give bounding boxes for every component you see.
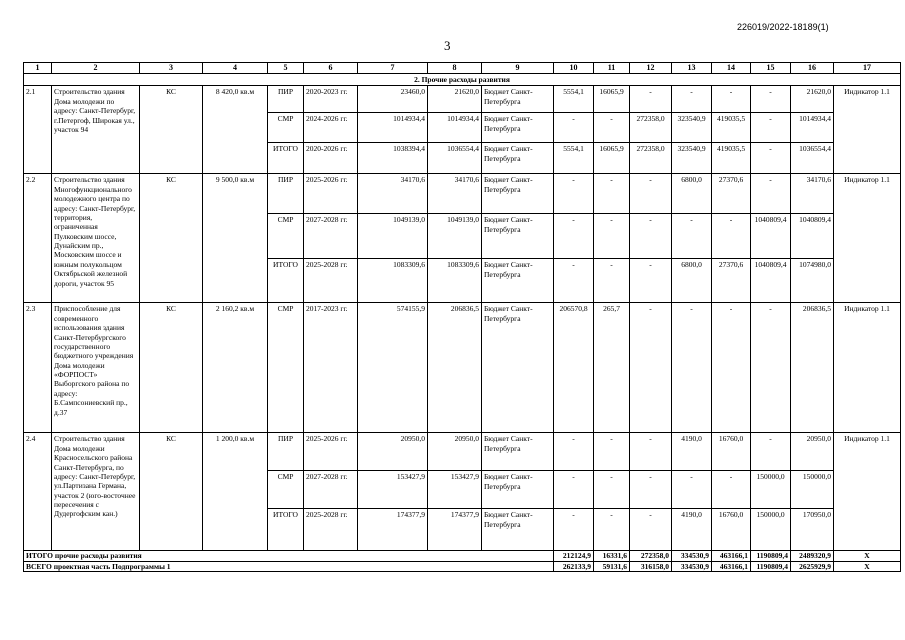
- total-cost: 1038394,4: [358, 143, 428, 174]
- year-value: 1074980,0: [791, 259, 834, 303]
- year-value: -: [672, 86, 712, 113]
- item-number: 2.3: [24, 303, 52, 433]
- total-value: 2489320,9: [791, 551, 834, 561]
- year-value: -: [630, 509, 672, 551]
- funding-source: Бюджет Санкт-Петербурга: [482, 433, 554, 471]
- funding-source: Бюджет Санкт-Петербурга: [482, 214, 554, 259]
- column-number-cell: 4: [203, 63, 268, 74]
- object-name: Строительство здания Дома молодежи по адресу: Санкт-Петербург, г.Петергоф, Широкая ул., участок 94: [52, 86, 140, 174]
- capacity: 2 160,2 кв.м: [203, 303, 268, 433]
- indicator: Индикатор 1.1: [834, 86, 901, 174]
- year-value: -: [630, 433, 672, 471]
- stage: ИТОГО: [268, 143, 304, 174]
- column-number-cell: 1: [24, 63, 52, 74]
- year-value: -: [630, 471, 672, 509]
- object-type: КС: [140, 303, 203, 433]
- program-cost: 1014934,4: [428, 113, 482, 143]
- total-label: ИТОГО прочие расходы развития: [24, 551, 554, 561]
- year-value: 4190,0: [672, 509, 712, 551]
- column-number-cell: 5: [268, 63, 304, 74]
- year-value: -: [594, 471, 630, 509]
- year-value: 16065,9: [594, 143, 630, 174]
- total-cost: 1049139,0: [358, 214, 428, 259]
- total-row: [24, 561, 901, 571]
- year-value: 1040809,4: [791, 214, 834, 259]
- total-cost: 1083309,6: [358, 259, 428, 303]
- object-name: Строительство здания Многофункционального молодежного центра по адресу: Санкт-Петербург, территория, ограниченная Пулковским шоссе, Дунайским пр., Московским шоссе и южным полукольцом Октябрьской железной дороги, участок 95: [52, 174, 140, 303]
- year-value: -: [751, 86, 791, 113]
- program-cost: 21620,0: [428, 86, 482, 113]
- year-value: 1014934,4: [791, 113, 834, 143]
- period: 2017-2023 гг.: [304, 303, 358, 433]
- year-value: 170950,0: [791, 509, 834, 551]
- item-number: 2.2: [24, 174, 52, 303]
- total-cost: 574155,9: [358, 303, 428, 433]
- item-number: 2.4: [24, 433, 52, 551]
- table-row: [24, 303, 901, 433]
- total-cost: 1014934,4: [358, 113, 428, 143]
- column-number-cell: 14: [712, 63, 751, 74]
- year-value: 16760,0: [712, 433, 751, 471]
- total-value: 212124,9: [554, 551, 594, 561]
- funding-source: Бюджет Санкт-Петербурга: [482, 259, 554, 303]
- column-number-cell: 12: [630, 63, 672, 74]
- year-value: 4190,0: [672, 433, 712, 471]
- year-value: 272358,0: [630, 143, 672, 174]
- year-value: -: [630, 214, 672, 259]
- total-value: 2625929,9: [791, 561, 834, 571]
- column-number-cell: 15: [751, 63, 791, 74]
- year-value: -: [672, 214, 712, 259]
- stage: СМР: [268, 471, 304, 509]
- stage: ПИР: [268, 86, 304, 113]
- period: 2027-2028 гг.: [304, 214, 358, 259]
- year-value: 206570,8: [554, 303, 594, 433]
- stage: СМР: [268, 303, 304, 433]
- year-value: 27370,6: [712, 259, 751, 303]
- column-number-cell: 13: [672, 63, 712, 74]
- period: 2025-2028 гг.: [304, 509, 358, 551]
- table-row: [24, 433, 901, 471]
- item-number: 2.1: [24, 86, 52, 174]
- year-value: -: [672, 471, 712, 509]
- year-value: -: [630, 259, 672, 303]
- section-title: 2. Прочие расходы развития: [24, 74, 901, 86]
- year-value: -: [751, 174, 791, 214]
- year-value: -: [630, 86, 672, 113]
- period: 2020-2026 гг.: [304, 143, 358, 174]
- year-value: -: [594, 174, 630, 214]
- funding-source: Бюджет Санкт-Петербурга: [482, 86, 554, 113]
- year-value: 16760,0: [712, 509, 751, 551]
- column-number-cell: 10: [554, 63, 594, 74]
- indicator: Индикатор 1.1: [834, 433, 901, 551]
- year-value: -: [594, 433, 630, 471]
- year-value: -: [630, 174, 672, 214]
- total-value: 1190809,4: [751, 551, 791, 561]
- total-value: 1190809,4: [751, 561, 791, 571]
- year-value: 5554,1: [554, 86, 594, 113]
- expenses-table: [23, 62, 901, 572]
- year-value: 6800,0: [672, 174, 712, 214]
- stage: ПИР: [268, 433, 304, 471]
- column-number-row: [24, 63, 901, 74]
- object-name: Строительство здания Дома молодежи Красносельского района Санкт-Петербурга, по адресу: Санкт-Петербург, ул.Партизана Германа, участок 2 (юго-восточнее пересечения с Дудергофским кан.): [52, 433, 140, 551]
- year-value: -: [751, 113, 791, 143]
- year-value: 150000,0: [751, 471, 791, 509]
- year-value: -: [554, 259, 594, 303]
- object-name: Приспособление для современного использования здания Санкт-Петербургского государственного бюджетного учреждения Дома молодежи «ФОРПОСТ» Выборгского района по адресу: Б.Сампсониевский пр., д.37: [52, 303, 140, 433]
- year-value: -: [712, 471, 751, 509]
- year-value: -: [554, 214, 594, 259]
- capacity: 1 200,0 кв.м: [203, 433, 268, 551]
- year-value: -: [554, 509, 594, 551]
- capacity: 8 420,0 кв.м: [203, 86, 268, 174]
- year-value: -: [712, 214, 751, 259]
- program-cost: 153427,9: [428, 471, 482, 509]
- year-value: 419035,5: [712, 143, 751, 174]
- period: 2027-2028 гг.: [304, 471, 358, 509]
- program-cost: 174377,9: [428, 509, 482, 551]
- year-value: 16065,9: [594, 86, 630, 113]
- column-number-cell: 16: [791, 63, 834, 74]
- period: 2025-2026 гг.: [304, 433, 358, 471]
- stage: ПИР: [268, 174, 304, 214]
- funding-source: Бюджет Санкт-Петербурга: [482, 471, 554, 509]
- total-value: 262133,9: [554, 561, 594, 571]
- year-value: -: [712, 303, 751, 433]
- year-value: -: [554, 113, 594, 143]
- total-value: 316158,0: [630, 561, 672, 571]
- column-number-cell: 17: [834, 63, 901, 74]
- funding-source: Бюджет Санкт-Петербурга: [482, 303, 554, 433]
- total-value: 16331,6: [594, 551, 630, 561]
- column-number-cell: 7: [358, 63, 428, 74]
- year-value: -: [594, 259, 630, 303]
- stage: ИТОГО: [268, 259, 304, 303]
- year-value: -: [672, 303, 712, 433]
- total-cost: 20950,0: [358, 433, 428, 471]
- object-type: КС: [140, 86, 203, 174]
- stage: СМР: [268, 113, 304, 143]
- year-value: 323540,9: [672, 143, 712, 174]
- year-value: 206836,5: [791, 303, 834, 433]
- year-value: -: [554, 471, 594, 509]
- document-number: 226019/2022-18189(1): [737, 22, 829, 32]
- year-value: -: [751, 303, 791, 433]
- period: 2020-2023 гг.: [304, 86, 358, 113]
- year-value: -: [554, 433, 594, 471]
- period: 2025-2028 гг.: [304, 259, 358, 303]
- year-value: 34170,6: [791, 174, 834, 214]
- total-value: 334530,9: [672, 561, 712, 571]
- table-row: [24, 174, 901, 214]
- indicator: Индикатор 1.1: [834, 174, 901, 303]
- program-cost: 1049139,0: [428, 214, 482, 259]
- year-value: 21620,0: [791, 86, 834, 113]
- year-value: 6800,0: [672, 259, 712, 303]
- year-value: 272358,0: [630, 113, 672, 143]
- column-number-cell: 11: [594, 63, 630, 74]
- total-cost: 174377,9: [358, 509, 428, 551]
- total-value: 463166,1: [712, 551, 751, 561]
- year-value: 419035,5: [712, 113, 751, 143]
- year-value: 20950,0: [791, 433, 834, 471]
- total-mark: X: [834, 551, 901, 561]
- year-value: -: [751, 143, 791, 174]
- object-type: КС: [140, 433, 203, 551]
- year-value: -: [751, 433, 791, 471]
- section-title-row: [24, 74, 901, 86]
- year-value: 150000,0: [791, 471, 834, 509]
- year-value: 5554,1: [554, 143, 594, 174]
- total-value: 463166,1: [712, 561, 751, 571]
- total-value: 59131,6: [594, 561, 630, 571]
- funding-source: Бюджет Санкт-Петербурга: [482, 174, 554, 214]
- program-cost: 1083309,6: [428, 259, 482, 303]
- program-cost: 34170,6: [428, 174, 482, 214]
- column-number-cell: 2: [52, 63, 140, 74]
- total-row: [24, 551, 901, 561]
- year-value: -: [630, 303, 672, 433]
- funding-source: Бюджет Санкт-Петербурга: [482, 143, 554, 174]
- year-value: -: [594, 113, 630, 143]
- period: 2025-2026 гг.: [304, 174, 358, 214]
- year-value: 265,7: [594, 303, 630, 433]
- total-cost: 153427,9: [358, 471, 428, 509]
- year-value: -: [554, 174, 594, 214]
- column-number-cell: 3: [140, 63, 203, 74]
- year-value: 1040809,4: [751, 214, 791, 259]
- funding-source: Бюджет Санкт-Петербурга: [482, 113, 554, 143]
- total-value: 272358,0: [630, 551, 672, 561]
- year-value: -: [594, 509, 630, 551]
- year-value: 150000,0: [751, 509, 791, 551]
- year-value: -: [712, 86, 751, 113]
- year-value: 323540,9: [672, 113, 712, 143]
- year-value: 1040809,4: [751, 259, 791, 303]
- total-label: ВСЕГО проектная часть Подпрограммы 1: [24, 561, 554, 571]
- year-value: -: [594, 214, 630, 259]
- total-mark: X: [834, 561, 901, 571]
- indicator: Индикатор 1.1: [834, 303, 901, 433]
- program-cost: 1036554,4: [428, 143, 482, 174]
- total-cost: 34170,6: [358, 174, 428, 214]
- funding-source: Бюджет Санкт-Петербурга: [482, 509, 554, 551]
- program-cost: 206836,5: [428, 303, 482, 433]
- period: 2024-2026 гг.: [304, 113, 358, 143]
- year-value: 1036554,4: [791, 143, 834, 174]
- table-row: [24, 86, 901, 113]
- page-number: 3: [444, 38, 451, 53]
- total-value: 334530,9: [672, 551, 712, 561]
- column-number-cell: 8: [428, 63, 482, 74]
- total-cost: 23460,0: [358, 86, 428, 113]
- stage: ИТОГО: [268, 509, 304, 551]
- year-value: 27370,6: [712, 174, 751, 214]
- stage: СМР: [268, 214, 304, 259]
- column-number-cell: 6: [304, 63, 358, 74]
- capacity: 9 500,0 кв.м: [203, 174, 268, 303]
- object-type: КС: [140, 174, 203, 303]
- column-number-cell: 9: [482, 63, 554, 74]
- program-cost: 20950,0: [428, 433, 482, 471]
